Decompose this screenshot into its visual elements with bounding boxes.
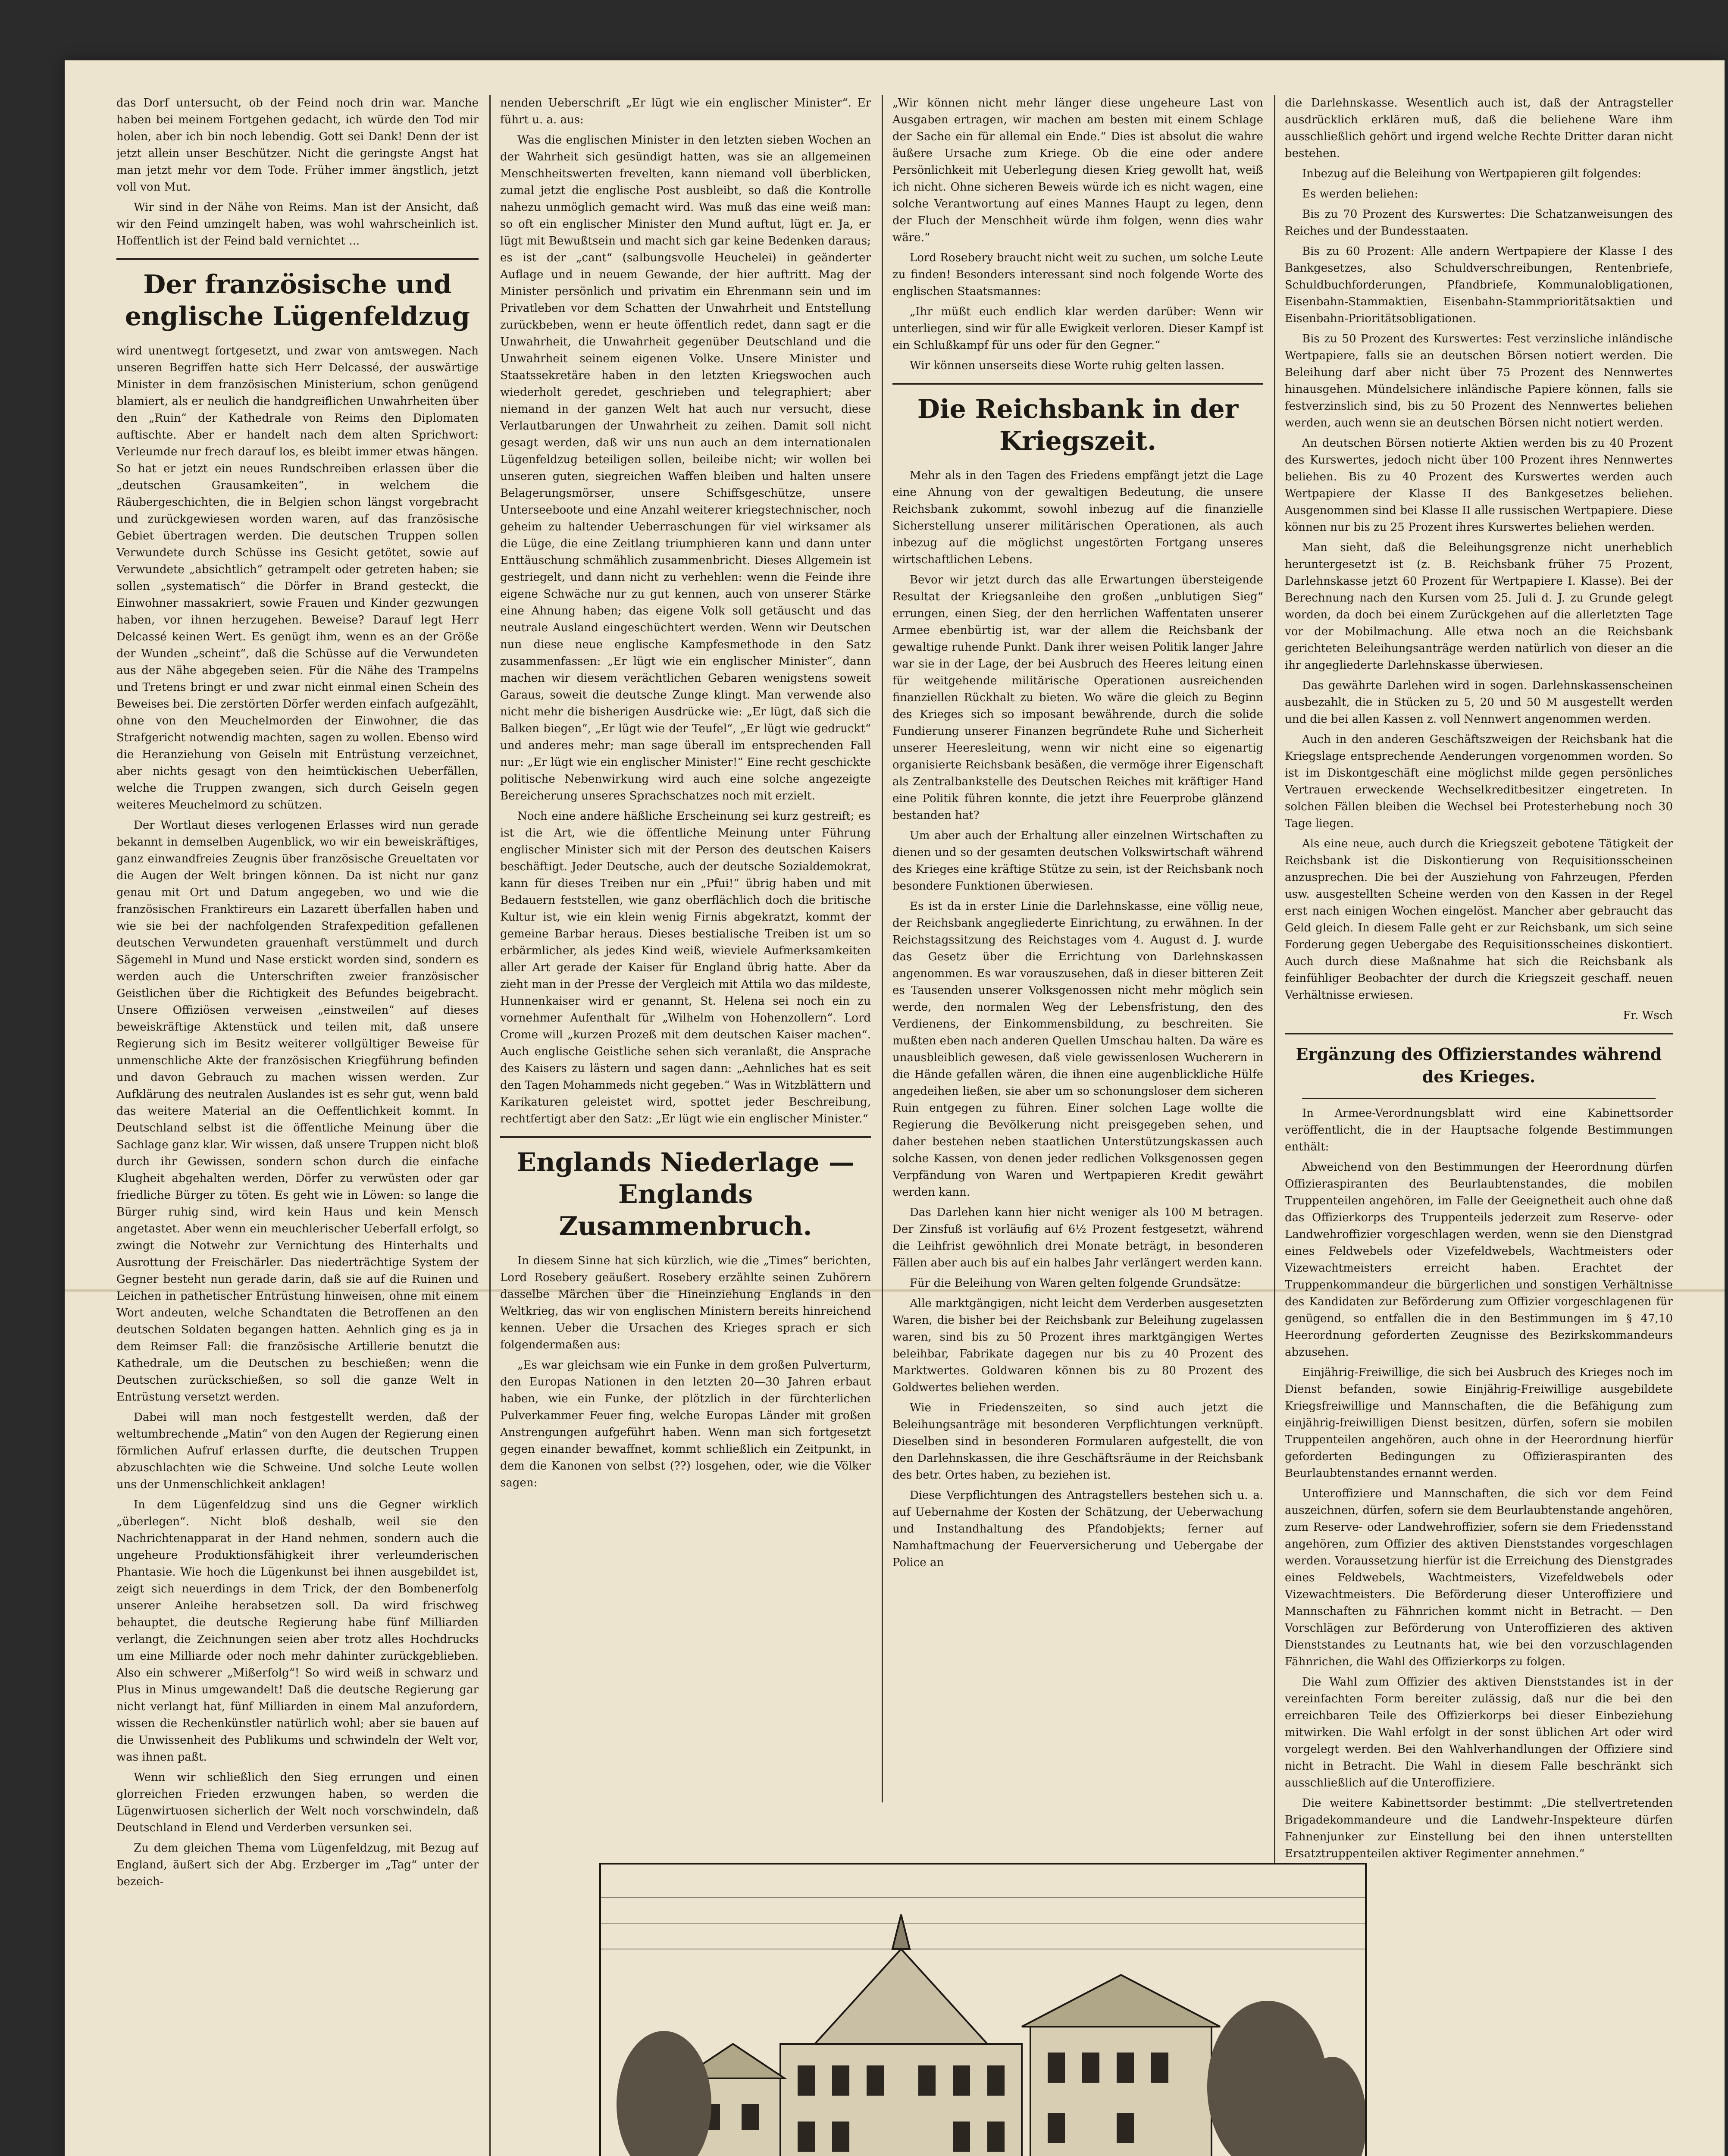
town-sketch-image (599, 1863, 1367, 2156)
col3-paragraph: Es ist da in erster Linie die Darlehnskasse, eine völlig neue, der Reichsbank angegliederte Einrichtung, zu erwähnen. In der Reichstagssitzung des Reichstages vom 4. August d. J. wurde das Gesetz über die Errichtung von Darlehnskassen angenommen. Es war vorauszusehen, daß in dieser bitteren Zeit es Tausenden unserer Volksgenossen nicht mehr möglich sein werde, den normalen Weg der Lebensfristung, den des Verdienens, der Einkommensbildung, zu beschreiten. Sie mußten eben nach anderen Quellen Umschau halten. Da wäre es unausbleiblich gewesen, daß viele gewissenlosen Wucherern in die Hände gefallen wären, die ihnen eine augenblickliche Hülfe angedeihen ließen, sie aber um so schonungsloser dem sicheren Ruin entgegen zu führen. Einer solchen Lage wollte die Regierung die Bevölkerung nicht preisgegeben sehen, und daher bestehen neben staatlichen Unterstützungskassen auch solche Kassen, von denen jeder redlichen Volksgenossen gegen Verpfändung von Waren und Wertpapieren Kredit gewährt werden kann. (892, 900, 1263, 1199)
col3-paragraph: Bevor wir jetzt durch das alle Erwartungen übersteigende Resultat der Kriegsanleihe den großen „unblutigen Sieg“ errungen, einen Sieg, der den herrlichen Waffentaten unserer Armee ebenbürtig ist, war der allem die Reichsbank der gewaltige ruhende Punkt. Dank ihrer weisen Politik langer Jahre war sie in der Lage, der bei Ausbruch des Heeres leitung einen für weitgehende militärische Operationen ausreichenden finanziellen Rückhalt zu bieten. Wo wäre die gleich zu Beginn des Krieges sich so imposant bewährende, durch die solide Fundierung unserer Finanzen begründete Ruhe und Sicherheit unserer Heeresleitung, wenn wir nicht eine so eigenartig organisierte Reichsbank besäßen, die vermöge ihrer Eigenschaft als Zentralbankstelle des Deutschen Reiches mit kräftiger Hand eine Politik führen konnte, die jetzt ihre Feuerprobe glänzend bestanden hat? (892, 573, 1263, 822)
col1-paragraph: In dem Lügenfeldzug sind uns die Gegner wirklich „überlegen“. Nicht bloß deshalb, weil sie den Nachrichtenapparat in der Hand nehmen, sondern auch die ungeheure Produktionsfähigkeit ihrer verleumderischen Phantasie. Wie hoch die Lügenkunst bei ihnen ausgebildet ist, zeigt sich neuerdings in dem Trick, der den Bombenerfolg unserer Anleihe herabsetzen soll. Da wird frischweg behauptet, die deutsche Regierung habe fünf Milliarden verlangt, die Zeichnungen seien aber trotz alles Hochdrucks um eine Milliarde oder noch mehr dahinter zurückgeblieben. Also ein schwerer „Mißerfolg“! So wird weiß in schwarz und Plus in Minus umgewandelt! Daß die deutsche Regierung gar nicht verlangt hat, fünf Milliarden in einem Mal anzufordern, wissen die Rechenkünstler natürlich wohl; aber sie bauen auf die Unwissenheit des Publikums und schwindeln der Welt vor, was ihnen paßt. (116, 1498, 479, 1764)
col3-paragraph: Mehr als in den Tagen des Friedens empfängt jetzt die Lage eine Ahnung von der gewaltigen Bedeutung, die unsere Reichsbank zukommt, sowohl inbezug auf die finanzielle Sicherstellung unserer militärischen Operationen, als auch inbezug auf die möglichst ungestörten Fortgang unseres wirtschaftlichen Lebens. (892, 469, 1263, 566)
column-4 (1285, 95, 1673, 2156)
col4-paragraph: Man sieht, daß die Beleihungsgrenze nicht unerheblich heruntergesetzt ist (z. B. Reichsbank früher 75 Prozent, Darlehnskasse jetzt 60 Prozent für Wertpapiere I. Klasse). Bei der Berechnung nach den Kursen vom 25. Juli d. J. zu Grunde gelegt worden, da doch bei einem Zurückgehen auf die allerletzten Tage vor der Mobilmachung. Alle etwa noch an die Reichsbank gerichteten Beleihungsanträge werden natürlich von dieser an die ihr angegliederte Darlehnskasse überwiesen. (1285, 541, 1673, 672)
col4-paragraph: Bis zu 50 Prozent des Kurswertes: Fest verzinsliche inländische Wertpapiere, falls sie an deutschen Börsen notiert werden. Die Beleihung darf aber nicht über 75 Prozent des Nennwertes hinausgehen. Mündelsichere inländische Papiere können, falls sie festverzinslich sind, bis zu 50 Prozent des Nennwertes beliehen werden, auch wenn sie an deutschen Börsen nicht notiert werden. (1285, 332, 1673, 429)
col4-paragraph: Das gewährte Darlehen wird in sogen. Darlehnskassenscheinen ausbezahlt, die in Stücken zu 5, 20 und 50 M ausgestellt werden und die bei allen Kassen z. voll Nennwert angenommen werden. (1285, 679, 1673, 726)
col4-paragraph: Bis zu 60 Prozent: Alle andern Wertpapiere der Klasse I des Bankgesetzes, also Schuldverschreibungen, Rentenbriefe, Schuldbuchforderungen, Pfandbriefe, Kommunalobligationen, Eisenbahn-Stammaktien, Eisenbahn-Stammprioritätsaktien und Eisenbahn-Prioritätsobligationen. (1285, 245, 1673, 325)
col1-paragraph: Wenn wir schließlich den Sieg errungen und einen glorreichen Frieden erzwungen haben, so werden die Lügenwirtuosen sicherlich der Welt noch vorschwindeln, daß Deutschland in Elend und Verderben versunken sei. (116, 1771, 479, 1834)
col4-paragraph: die Darlehnskasse. Wesentlich auch ist, daß der Antragsteller ausdrücklich erklären muß, daß die beliehene Ware ihm ausschließlich gehört und irgend welche Rechte Dritter daran nicht bestehen. (1285, 97, 1673, 160)
col2-paragraph: Noch eine andere häßliche Erscheinung sei kurz gestreift; es ist die Art, wie die öffentliche Meinung unter Führung englischer Minister sich mit der Person des deutschen Kaisers beschäftigt. Jeder Deutsche, auch der deutsche Sozialdemokrat, kann für dieses Treiben nur ein „Pfui!“ übrig haben und mit Bedauern feststellen, wie ganz oberflächlich doch die britische Kultur ist, wie ein klein wenig Firnis abgekratzt, kommt der gemeine Barbar heraus. Dieses bestialische Treiben ist um so erbärmlicher, als jedes Kind weiß, wieviele Aufmerksamkeiten aller Art gerade der Kaiser für England übrig hatte. Aber da zieht man in der Presse der Vergleich mit Attila wo das mildeste, Hunnenkaiser wird er genannt, St. Helena sei noch ein zu vornehmer Aufenthalt für „Wilhelm von Hohenzollern“. Lord Crome will „kurzen Prozeß mit dem deutschen Kaiser machen“. Auch englische Geistliche sehen sich veranlaßt, die Ansprache des Kaisers zu lästern und sagen dann: „Aehnliches hat es seit den Tagen Mohammeds nicht gegeben.“ Was in Witzblättern und Karikaturen geleistet wird, spottet jeder Beschreibung, rechtfertigt aber den Satz: „Er lügt wie ein englischer Minister.“ (500, 810, 871, 1125)
col1-paragraph: Der Wortlaut dieses verlogenen Erlasses wird nun gerade bekannt in demselben Augenblick, wo wir ein beweiskräftiges, ganz einwandfreies Zeugnis über französische Greueltaten vor die Augen der Welt bringen können. Da ist nicht nur ganz genau mit Ort und Datum angegeben, wo und wie die französischen Franktireurs ein Lazarett überfallen haben und wie sie bei der nachfolgenden Strafexpedition gefallenen deutschen Verwundeten grauenhaft verstümmelt und durch Sägemehl in Mund und Nase erstickt worden sind, sondern es werden auch die Unterschriften zweier französischer Geistlichen über die Richtigkeit des Befundes beigebracht. Unsere Offiziösen verweisen „einstweilen“ auf dieses beweiskräftige Aktenstück und teilen mit, daß unsere Regierung sich im Besitz weiterer vollgültiger Beweise für unmenschliche Akte der französischen Kriegführung befinden und davon Gebrauch zu machen wissen werden. Zur Aufklärung des neutralen Auslandes ist es sehr gut, wenn bald das weitere Material an die Oeffentlichkeit kommt. In Deutschland selbst ist die öffentliche Meinung über die Sachlage ganz klar. Wir wissen, daß unsere Truppen nicht bloß durch ihr Gewissen, sondern schon durch die einfache Klugheit abgehalten werden, Dörfer zu verwüsten oder gar friedliche Bürger zu töten. Es geht wie in Löwen: so lange die Bürger ruhig sind, wird kein Haus und kein Mensch angetastet. Aber wenn ein meuchlerischer Ueberfall erfolgt, so zwingt die Notwehr zur Vernichtung des Hinterhalts und Ausrottung der Freischärler. Das niederträchtige System der Gegner besteht nun gerade darin, daß sie auf die Ruinen und Leichen in pathetischer Entrüstung hinweisen, ohne mit einem Wort andeuten, welche Schandtaten die Betroffenen an den deutschen Soldaten begangen hatten. Aehnlich ging es ja in dem Reimser Fall: die französische Artillerie benutzt die Kathedrale, um die Deutschen zu beschießen; wenn die Deutschen zurückschießen, so soll die ganze Welt in Entrüstung versetzt werden. (116, 819, 479, 1404)
col3-paragraph: Diese Verpflichtungen des Antragstellers bestehen sich u. a. auf Uebernahme der Kosten der Schätzung, der Ueberwachung und Instandhaltung des Pfandobjekts; ferner auf Namhaftmachung der Feuerversicherung und Uebergabe der Police an (892, 1489, 1263, 1569)
col1-paragraph: Wir sind in der Nähe von Reims. Man ist der Ansicht, daß wir den Feind umzingelt haben, was wohl wahrscheinlich ist. Hoffentlich ist der Feind bald vernichtet ... (116, 201, 479, 248)
column-3 (892, 95, 1263, 1802)
col4-paragraph: Die weitere Kabinettsorder bestimmt: „Die stellvertretenden Brigadekommandeure und die Landwehr-Inspekteure dürfen Fahnenjunker zur Einstellung bei den ihnen unterstellten Ersatztruppenteilen aktiver Regimenter annehmen.“ (1285, 1797, 1673, 1860)
col3-paragraph: Das Darlehen kann hier nicht weniger als 100 M betragen. Der Zinsfuß ist vorläufig auf 6½ Prozent festgesetzt, während die Leihfrist gewöhnlich drei Monate beträgt, in besonderen Fällen aber auch bis auf ein halbes Jahr verlängert werden kann. (892, 1206, 1263, 1269)
illustration-johannisburg (599, 1863, 1367, 2156)
headline-reichsbank: Die Reichsbank in der Kriegszeit. (917, 394, 1239, 456)
col4-paragraph: Die Wahl zum Offizier des aktiven Dienststandes ist in der vereinfachten Form bereiter zulässig, daß nur die bei den erreichbaren Teile des Offizierkorps bei dieser Einbeziehung mitwirken. Die Wahl erfolgt in der sonst üblichen Art oder wird vorgelegt werden. Bei den Wahlverhandlungen der Offiziere sind nicht in Betracht. Die Wahl in diesem Falle beschränkt sich ausschließlich auf die Unteroffiziere. (1285, 1676, 1673, 1789)
col2-paragraph: „Es war gleichsam wie ein Funke in dem großen Pulverturm, den Europas Nationen in den letzten 20—30 Jahren erbaut haben, wie ein Funke, der plötzlich in der fürchterlichen Pulverkammer Feuer fing, welche Europas Länder mit großen Anstrengungen aufgeführt haben. Wenn man sich fortgesetzt gegen einander bewaffnet, kommt schließlich ein Zeitpunkt, in dem die Kanonen von selbst (??) losgehen, oder, wie die Völker sagen: (500, 1359, 871, 1489)
col1-paragraph: Dabei will man noch festgestellt werden, daß der weltumbrechende „Matin“ von den Augen der Regierung einen förmlichen Aufruf erlassen durfte, die deutschen Truppen abzuschlachten wie die Schweine. Und solche Leute wollen uns der Unmenschlichkeit anklagen! (116, 1411, 479, 1491)
col4-paragraph: Als eine neue, auch durch die Kriegszeit gebotene Tätigkeit der Reichsbank ist die Diskontierung von Requisitionsscheinen anzusprechen. Die bei der Ausziehung von Fahrzeugen, Pferden usw. ausgestellten Scheine werden von den Kassen in der Regel erst nach einigen Wochen eingelöst. Mancher aber gebraucht das Geld gleich. In diesem Falle geht er zur Reichsbank, um sich seine Forderung gegen Uebergabe des Requisitionsscheines diskontiert. Auch durch diese Maßnahme hat sich die Reichsbank als feinfühliger Beobachter der durch die Kriegszeit geschaff. neuen Verhältnisse erwiesen. (1285, 837, 1673, 1002)
column-1 (116, 95, 479, 2156)
col4-paragraph: Abweichend von den Bestimmungen der Heerordnung dürfen Offizieraspiranten des Beurlaubtenstandes, die mobilen Truppenteilen angehören, im Falle der Geeignetheit auch ohne daß das Offizierkorps des Truppenteils jederzeit zum Reserve- oder Landwehroffizier vorgeschlagen werden, wenn sie den Dienstgrad eines Feldwebels oder Vizefeldwebels, Wachtmeisters oder Vizewachtmeisters erreicht haben. Erachtet der Truppenkommandeur die bürgerlichen und sonstigen Verhältnisse des Kandidaten zur Beförderung zum Offizier vorgeschlagenen für genügend, so entfallen die in den Bestimmungen im § 47,10 Heerordnung geforderten Zeugnisse des Bezirkskommandeurs abzusehen. (1285, 1161, 1673, 1359)
col3-paragraph: „Ihr müßt euch endlich klar werden darüber: Wenn wir unterliegen, sind wir für alle Ewigkeit verloren. Dieser Kampf ist ein Schlußkampf für uns oder für den Gegner.“ (892, 305, 1263, 352)
col4-paragraph: An deutschen Börsen notierte Aktien werden bis zu 40 Prozent des Kurswertes, jedoch nicht über 100 Prozent ihres Nennwertes beliehen. Bis zu 40 Prozent des Kurswertes werden auch Wertpapiere der Klasse II des Bankgesetzes beliehen. Ausgenommen sind bei Klasse II alle russischen Wertpapiere. Diese können nur bis zu 25 Prozent ihres Kurswertes beliehen werden. (1285, 437, 1673, 534)
col1-paragraph: wird unentwegt fortgesetzt, und zwar von amtswegen. Nach unseren Begriffen hatte sich Herr Delcassé, der auswärtige Minister in dem französischen Ministerium, schon genügend blamiert, als er neulich die handgreiflichen Unwahrheiten über den „Ruin“ der Kathedrale von Reims den Diplomaten auftischte. Aber er handelt nach dem alten Sprichwort: Verleumde nur frech darauf los, es bleibt immer etwas hängen. So hat er jetzt ein neues Rundschreiben erlassen über die „deutschen Grausamkeiten“, in welchem die Räubergeschichten, die in Belgien schon längst vorgebracht und zurückgewiesen worden waren, auf das französische Gebiet übertragen werden. Die deutschen Truppen sollen Verwundete durch Schüsse ins Gesicht getötet, sowie auf Verwundete „absichtlich“ getrampelt oder getreten haben; sie sollen „systematisch“ die Dörfer in Brand gesteckt, die Einwohner massakriert, sowie Frauen und Kinder gezwungen haben, vor ihnen herzugehen. Beweise? Darauf legt Herr Delcassé keinen Wert. Es genügt ihm, wenn es an der Größe der Wunden „scheint“, daß die Schüsse auf die Verwundeten aus der Nähe abgegeben seien. Für die Nähe des Trampelns und Tretens bringt er und zwar nicht einmal einen Schein des Beweises bei. Die zerstörten Dörfer werden einfach aufgezählt, ohne von den Meuchelmorden der Einwohner, die das Strafgericht notwendig machten, sagen zu wollen. Ebenso wird die Heranziehung von Geiseln mit Entrüstung verzeichnet, aber nichts gesagt von den heimtückischen Ueberfällen, welche die Truppen zwangen, sich durch Geiseln gegen weiteres Meuchelmord zu schützen. (116, 345, 479, 812)
col3-paragraph: Lord Rosebery braucht nicht weit zu suchen, um solche Leute zu finden! Besonders interessant sind noch folgende Worte des englischen Staatsmannes: (892, 251, 1263, 298)
col4-paragraph: Einjährig-Freiwillige, die sich bei Ausbruch des Krieges noch im Dienst befanden, sowie Einjährig-Freiwillige ausgebildete Kriegsfreiwillige und Mannschaften, die die Befähigung zum einjährig-freiwilligen Dienst besitzen, dürfen, sofern sie mobilen Truppenteilen angehören, auch ohne in der Heerordnung hierfür geforderten Bedingungen zu Offizieraspiranten des Beurlaubtenstandes ernannt werden. (1285, 1366, 1673, 1480)
divider (500, 1136, 871, 1138)
col2-paragraph: Was die englischen Minister in den letzten sieben Wochen an der Wahrheit sich gesündigt hatten, was sie an allgemeinen Menschheitswerten frevelten, kann niemand voll überblicken, zumal jetzt die englische Post ausbleibt, so daß die Kontrolle nahezu unmöglich gemacht wird. Was muß das eine weiß man: so oft ein englischer Minister den Mund auftut, lügt er. Ja, er lügt mit Bewußtsein und macht sich gar keine Bedenken daraus; es ist der „cant“ (salbungsvolle Heuchelei) in geänderter Auflage und in neuem Gewande, der hier auftritt. Mag der Minister persönlich und privatim ein Ehrenmann sein und im Privatleben vor dem Schatten der Unwahrheit und Entstellung zurückbeben, wenn er heute öffentlich redet, dann sagt er die Unwahrheit, die Unwahrheit gegenüber Deutschland und die Unwahrheit seinem eigenen Volke. Unsere Minister und Staatssekretäre haben in den letzten Kriegswochen auch wiederholt geredet, geschrieben und telegraphiert; aber niemand in der ganzen Welt hat auch nur versucht, diese Verlautbarungen der Unwahrheit zu zeihen. Damit soll nicht gesagt werden, daß wir uns nun auch an dem internationalen Lügenfeldzug beteiligen sollen, beileibe nicht; wir wollen bei unseren guten, siegreichen Waffen bleiben und halten unsere Belagerungsmörser, unsere Schiffsgeschütze, unsere Unterseeboote und eine Anzahl weiterer kriegstechnischer, noch geheim zu haltender Ueberraschungen für viel wirksamer als die Lüge, die eine Zeitlang triumphieren kann und dann unter Enttäuschung schmählich zusammenbricht. Dieses Allgemein ist gestriegelt, und dann nicht zu verhehlen: wenn die Feinde ihre eigene Schwäche nur zu gut kennen, auch von unserer Stärke eine Ahnung haben; das eigene Volk soll getäuscht und das neutrale Ausland eingeschüchtert werden. Wenn wir Deutschen nun diese neue englische Kampfesmethode in den Satz zusammenfassen: „Er lügt wie ein englischer Minister“, dann machen wir diesem verächtlichen Gebaren wenigstens soweit Garaus, soweit die deutsche Zunge klingt. Man verwende also nicht mehr die bisherigen Ausdrücke wie: „Er lügt, daß sich die Balken biegen“, „Er lügt wie der Teufel“, „Er lügt wie gedruckt“ und anderes mehr; man sage überall im entsprechenden Fall nur: „Er lügt wie ein englischer Minister!“ Eine recht geschickte politische Nebenwirkung wird auch eine solche angezeigte Bereicherung unseres Sprachschatzes noch mit erzielt. (500, 134, 871, 802)
col3-paragraph: Wie in Friedenszeiten, so sind auch jetzt die Beleihungsanträge mit besonderen Verpflichtungen verknüpft. Dieselben sind in besonderen Formularen aufgestellt, die von den Darlehnskassen, die ihre Geschäftsräume in der Reichsbank des betr. Ortes haben, zu beziehen ist. (892, 1401, 1263, 1482)
column-2 (500, 95, 871, 1802)
col3-paragraph: Alle marktgängigen, nicht leicht dem Verderben ausgesetzten Waren, die bisher bei der Reichsbank zur Beleihung zugelassen waren, sind bis zu 50 Prozent ihres marktgängigen Wertes beleihbar, Fabrikate dagegen nur bis zu 40 Prozent des Marktwertes. Goldwaren können bis zu 80 Prozent des Goldwertes beliehen werden. (892, 1297, 1263, 1394)
col1-paragraph: das Dorf untersucht, ob der Feind noch drin war. Manche haben bei meinem Fortgehen gedacht, ich würde den Tod mir holen, aber ich bin noch lebendig. Gott sei Dank! Denn der ist jetzt allein unser Beschützer. Nicht die geringste Angst hat man jetzt mehr vor dem Tode. Früher immer ängstlich, jetzt voll von Mut. (116, 97, 479, 194)
col4-paragraph: In Armee-Verordnungsblatt wird eine Kabinettsorder veröffentlicht, die in der Hauptsache folgende Bestimmungen enthält: (1285, 1107, 1673, 1153)
col4-paragraph: Bis zu 70 Prozent des Kurswertes: Die Schatzanweisungen des Reiches und der Bundesstaaten. (1285, 208, 1673, 238)
col4-paragraph: Auch in den anderen Geschäftszweigen der Reichsbank hat die Kriegslage entsprechende Aenderungen vorgenommen worden. So ist im Diskontgeschäft eine möglichst milde gegen persönliches Vertrauen erweckende Wechselkreditbesitzer eingetreten. In solchen Fällen bleiben die Wechsel bei Protesterhebung noch 30 Tage liegen. (1285, 733, 1673, 830)
headline-englands-niederlage: Englands Niederlage — Englands Zusammenbruch. (517, 1147, 855, 1241)
divider (1302, 1098, 1656, 1099)
col2-paragraph: nenden Ueberschrift „Er lügt wie ein englischer Minister“. Er führt u. a. aus: (500, 97, 871, 126)
col4-paragraph: Inbezug auf die Beleihung von Wertpapieren gilt folgendes: (1302, 167, 1641, 180)
col1-paragraph: Zu dem gleichen Thema vom Lügenfeldzug, mit Bezug auf England, äußert sich der Abg. Erzberger im „Tag“ unter der bezeich- (116, 1842, 479, 1888)
headline-offizierstand: Ergänzung des Offizierstandes während des Krieges. (1296, 1044, 1662, 1086)
col4-paragraph: Es werden beliehen: (1302, 188, 1418, 201)
divider (1285, 1033, 1673, 1034)
col3-paragraph: Um aber auch der Erhaltung aller einzelnen Wirtschaften zu dienen und so der gesamten deutschen Volkswirtschaft während des Krieges eine kräftige Stütze zu sein, ist der Reichsbank noch besondere Funktionen überwiesen. (892, 829, 1263, 893)
col2-paragraph: In diesem Sinne hat sich kürzlich, wie die „Times“ berichten, Lord Rosebery geäußert. Rosebery erzählte seinen Zuhörern dasselbe Märchen über die Hineinziehung Englands in den Weltkrieg, das wir von englischen Ministern bereits hinreichend kennen. Ueber die Ursachen des Krieges sprach er sich folgendermaßen aus: (500, 1254, 871, 1351)
column-rule (882, 95, 883, 1802)
col3-paragraph: Wir können unserseits diese Worte ruhig gelten lassen. (910, 359, 1225, 372)
author-signature: Fr. Wsch (1623, 1009, 1673, 1022)
col4-paragraph: Unteroffiziere und Mannschaften, die sich vor dem Feind auszeichnen, dürfen, sofern sie dem Beurlaubtenstande angehören, zum Reserve- oder Landwehroffizier, sofern sie dem Friedensstand angehören, zum Offizier des aktiven Dienststandes vorgeschlagen werden. Voraussetzung hierfür ist die Erreichung des Dienstgrades eines Feldwebels, Wachtmeisters, Vizefeldwebels oder Vizewachtmeisters. Die Beförderung dieser Unteroffiziere und Mannschaften zu Fähnrichen kommt nicht in Betracht. — Den Vorschlägen zur Beförderung von Unteroffizieren des aktiven Dienststandes zu Leutnants hat, wie bei den vorzuschlagenden Fähnrichen, die Wahl des Offizierkorps zu folgen. (1285, 1487, 1673, 1668)
newspaper-page (65, 60, 1725, 2156)
divider (116, 258, 479, 260)
col3-paragraph: Für die Beleihung von Waren gelten folgende Grundsätze: (910, 1277, 1241, 1290)
col3-paragraph: „Wir können nicht mehr länger diese ungeheure Last von Ausgaben ertragen, wir machen am besten mit einem Schlage der Sache ein für allemal ein Ende.“ Dies ist absolut die wahre äußere Ursache zum Kriege. Ob die eine oder andere Persönlichkeit mit Ueberlegung diesen Krieg gewollt hat, weiß ich nicht. Ohne sicheren Beweis würde ich es nicht wagen, eine solche Verantwortung auf eines Mannes Haupt zu legen, denn der Fluch der Menschheit würde ihm folgen, wenn dies wahr wäre.“ (892, 97, 1263, 244)
divider (892, 383, 1263, 385)
headline-luegenfeldzug: Der französische und englische Lügenfeldzug (125, 270, 470, 332)
column-rule (1274, 95, 1275, 2156)
column-rule (489, 95, 491, 2156)
